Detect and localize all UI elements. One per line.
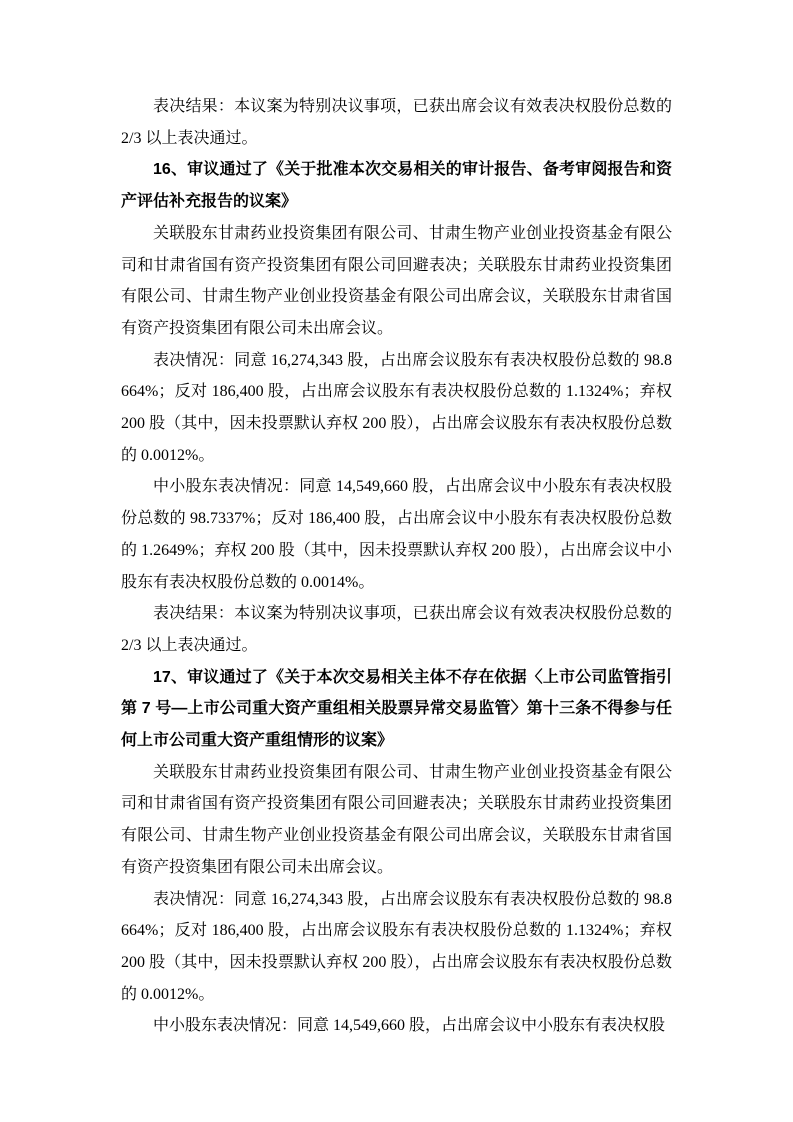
paragraph-vote-details-item16: 表决情况：同意 16,274,343 股，占出席会议股东有表决权股份总数的 98.8664%；反对 186,400 股，占出席会议股东有表决权股份总数的 1.1324%；弃权 200 股（其中，因未投票默认弃权 200 股），占出席会议股东有表决权股份总数的 0.0012%。 (121, 351, 672, 464)
paragraph-vote-details-item17: 表决情况：同意 16,274,343 股，占出席会议股东有表决权股份总数的 98.8664%；反对 186,400 股，占出席会议股东有表决权股份总数的 1.1324%；弃权 200 股（其中，因未投票默认弃权 200 股），占出席会议股东有表决权股份总数的 0.0012%。 (121, 890, 672, 1003)
paragraph-vote-result-item16: 表决结果：本议案为特别决议事项，已获出席会议有效表决权股份总数的 2/3 以上表决通过。 (121, 605, 672, 654)
heading-item-17: 17、审议通过了《关于本次交易相关主体不存在依据〈上市公司监管指引第 7 号—上市公司重大资产重组相关股票异常交易监管〉第十三条不得参与任何上市公司重大资产重组情形的议案》 (121, 668, 672, 750)
paragraph-vote-result-item15: 表决结果：本议案为特别决议事项，已获出席会议有效表决权股份总数的 2/3 以上表决通过。 (121, 98, 672, 147)
paragraph-related-shareholders-item17: 关联股东甘肃药业投资集团有限公司、甘肃生物产业创业投资基金有限公司和甘肃省国有资产投资集团有限公司回避表决；关联股东甘肃药业投资集团有限公司、甘肃生物产业创业投资基金有限公司出席会议，关联股东甘肃省国有资产投资集团有限公司未出席会议。 (121, 763, 672, 876)
paragraph-related-shareholders-item16: 关联股东甘肃药业投资集团有限公司、甘肃生物产业创业投资基金有限公司和甘肃省国有资产投资集团有限公司回避表决；关联股东甘肃药业投资集团有限公司、甘肃生物产业创业投资基金有限公司出席会议，关联股东甘肃省国有资产投资集团有限公司未出席会议。 (121, 224, 672, 337)
paragraph-minority-vote-details-item16: 中小股东表决情况：同意 14,549,660 股，占出席会议中小股东有表决权股份总数的 98.7337%；反对 186,400 股，占出席会议中小股东有表决权股份总数的 1.2649%；弃权 200 股（其中，因未投票默认弃权 200 股），占出席会议中小股东有表决权股份总数的 0.0014%。 (121, 478, 672, 591)
paragraph-minority-vote-details-item17-truncated: 中小股东表决情况：同意 14,549,660 股，占出席会议中小股东有表决权股 (153, 1017, 666, 1035)
heading-item-16: 16、审议通过了《关于批准本次交易相关的审计报告、备考审阅报告和资产评估补充报告的议案》 (121, 161, 672, 211)
